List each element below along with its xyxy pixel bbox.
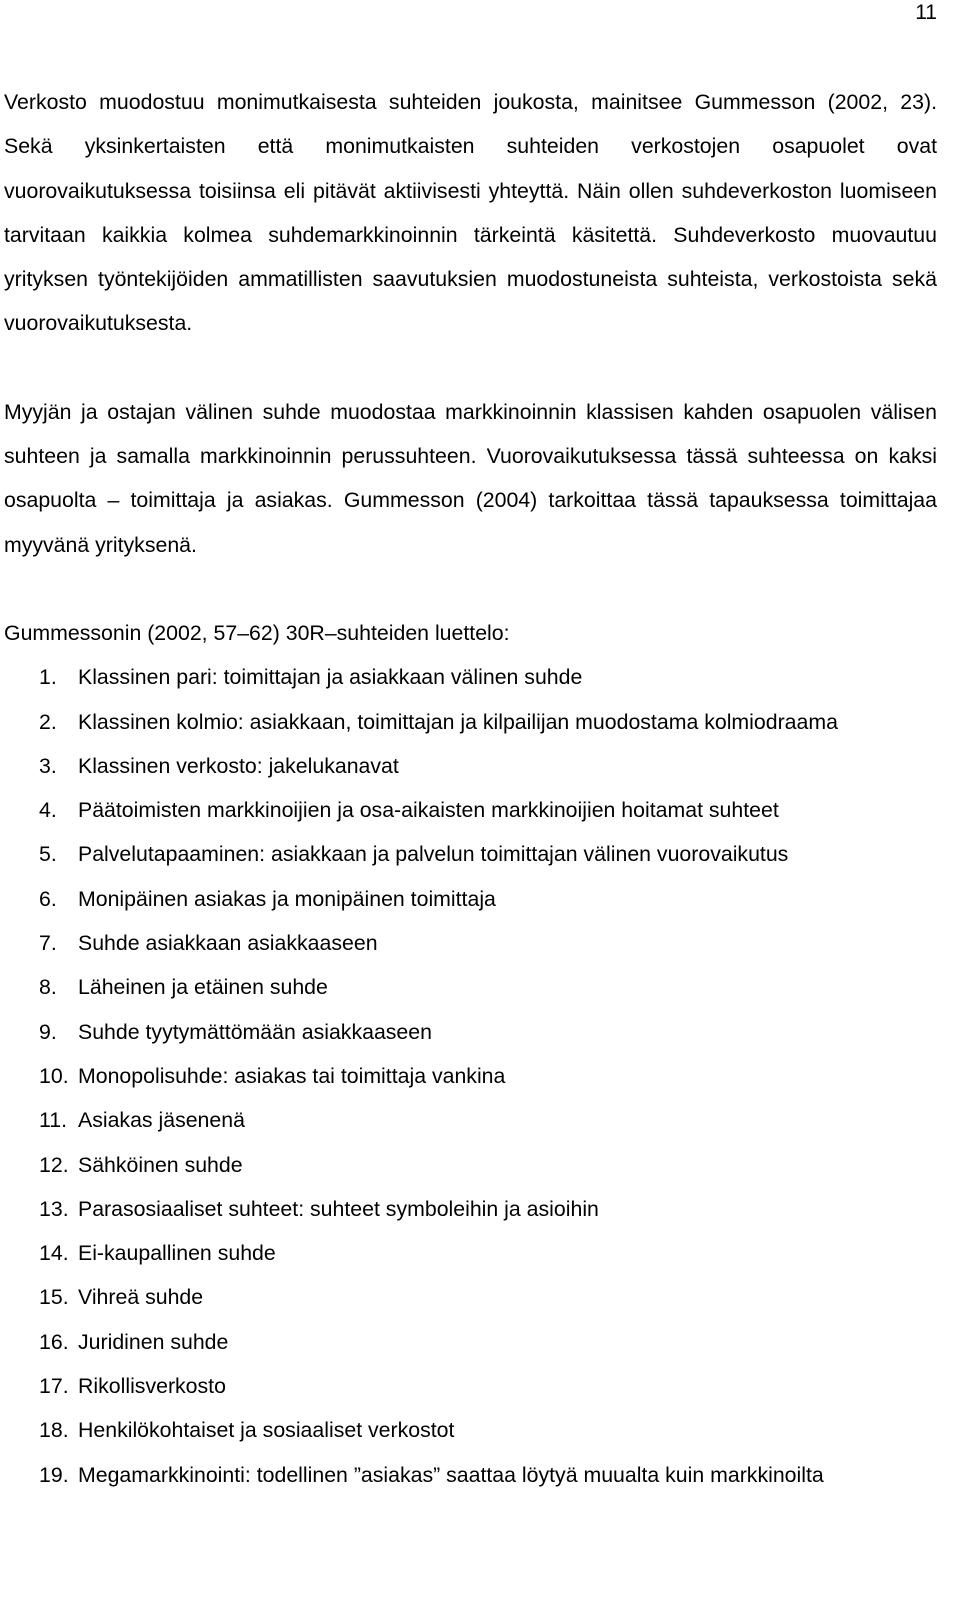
paragraph-network: Verkosto muodostuu monimutkaisesta suhteiden joukosta, mainitsee Gummesson (2002, 23). Sekä yksinkertaisten että monimutkaisten suhteiden verkostojen osapuolet ovat vuorovaikutuksessa toisiinsa eli pitävät aktiivisesti yhteyttä. Näin ollen suhdeverkoston luomiseen tarvitaan kaikkia kolmea suhdemarkkinoinnin tärkeintä käsitettä. Suhdeverkosto muovautuu yrityksen työntekijöiden ammatillisten saavutuksien muodostuneista suhteista, verkostoista sekä vuorovaikutuksesta.	[4, 90, 937, 336]
list-item-number: 5.	[39, 842, 57, 867]
list-item	[4, 877, 937, 921]
list-item-number: 14.	[39, 1241, 69, 1266]
list-item-text: Rikollisverkosto	[78, 1374, 226, 1399]
list-item	[4, 1453, 937, 1497]
list-item-number: 12.	[39, 1152, 69, 1177]
list-item-text: Monopolisuhde: asiakas tai toimittaja vankina	[78, 1063, 506, 1088]
page-number: 11	[915, 1, 937, 24]
list-item-number: 2.	[39, 709, 57, 734]
document-body	[4, 80, 937, 1497]
list-item-number: 11.	[39, 1108, 68, 1133]
list-item	[4, 1054, 937, 1098]
list-item-text: Monipäinen asiakas ja monipäinen toimittaja	[78, 886, 496, 911]
paragraph-spacer	[4, 567, 937, 611]
list-item	[4, 1275, 937, 1319]
list-item	[4, 1098, 937, 1142]
paragraph-seller-buyer: Myyjän ja ostajan välinen suhde muodostaa markkinoinnin klassisen kahden osapuolen välisen suhteen ja samalla markkinoinnin perussuhteen. Vuorovaikutuksessa tässä suhteessa on kaksi osapuolta – toimittaja ja asiakas. Gummesson (2004) tarkoittaa tässä tapauksessa toimittajaa myyvänä yrityksenä.	[4, 399, 937, 557]
list-item-text: Asiakas jäsenenä	[78, 1108, 245, 1133]
list-item-number: 9.	[39, 1019, 57, 1044]
list-item-text: Klassinen pari: toimittajan ja asiakkaan välinen suhde	[78, 665, 583, 690]
list-item-text: Henkilökohtaiset ja sosiaaliset verkostot	[78, 1418, 455, 1443]
list-item	[4, 655, 937, 699]
list-item-number: 8.	[39, 975, 57, 1000]
list-item-number: 13.	[39, 1196, 69, 1221]
list-item-number: 7.	[39, 931, 57, 956]
list-item-text: Läheinen ja etäinen suhde	[78, 975, 328, 1000]
list-item	[4, 1010, 937, 1054]
list-intro: Gummessonin (2002, 57–62) 30R–suhteiden luettelo:	[4, 620, 510, 645]
list-item-number: 1.	[39, 665, 57, 690]
list-item	[4, 1364, 937, 1408]
list-item	[4, 965, 937, 1009]
list-item-text: Päätoimisten markkinoijien ja osa-aikaisten markkinoijien hoitamat suhteet	[78, 798, 779, 823]
list-item-text: Suhde asiakkaan asiakkaaseen	[78, 931, 378, 956]
list-item	[4, 700, 937, 744]
list-item	[4, 788, 937, 832]
list-item-text: Klassinen verkosto: jakelukanavat	[78, 753, 399, 778]
list-item-text: Ei-kaupallinen suhde	[78, 1241, 276, 1266]
list-item	[4, 1143, 937, 1187]
list-item	[4, 1320, 937, 1364]
list-item-number: 3.	[39, 753, 57, 778]
list-item	[4, 1187, 937, 1231]
list-item	[4, 1408, 937, 1452]
list-item	[4, 921, 937, 965]
list-item	[4, 744, 937, 788]
list-item-number: 4.	[39, 798, 57, 823]
list-item-number: 15.	[39, 1285, 69, 1310]
list-item-number: 18.	[39, 1418, 69, 1443]
list-item-text: Klassinen kolmio: asiakkaan, toimittajan ja kilpailijan muodostama kolmiodraama	[78, 709, 838, 734]
list-item-text: Juridinen suhde	[78, 1329, 229, 1354]
relationships-list	[4, 655, 937, 1497]
list-item-text: Suhde tyytymättömään asiakkaaseen	[78, 1019, 432, 1044]
list-item-number: 6.	[39, 886, 57, 911]
list-item-number: 16.	[39, 1329, 69, 1354]
list-item-text: Palvelutapaaminen: asiakkaan ja palvelun toimittajan välinen vuorovaikutus	[78, 842, 789, 867]
list-item-number: 10.	[39, 1063, 69, 1088]
list-item-number: 19.	[39, 1462, 69, 1487]
list-item	[4, 832, 937, 876]
list-item	[4, 1231, 937, 1275]
list-item-text: Vihreä suhde	[78, 1285, 204, 1310]
list-item-text: Sähköinen suhde	[78, 1152, 243, 1177]
list-item-text: Parasosiaaliset suhteet: suhteet symboleihin ja asioihin	[78, 1196, 599, 1221]
list-item-number: 17.	[39, 1374, 69, 1399]
list-item-text: Megamarkkinointi: todellinen ”asiakas” saattaa löytyä muualta kuin markkinoilta	[78, 1462, 824, 1487]
paragraph-spacer	[4, 346, 937, 390]
